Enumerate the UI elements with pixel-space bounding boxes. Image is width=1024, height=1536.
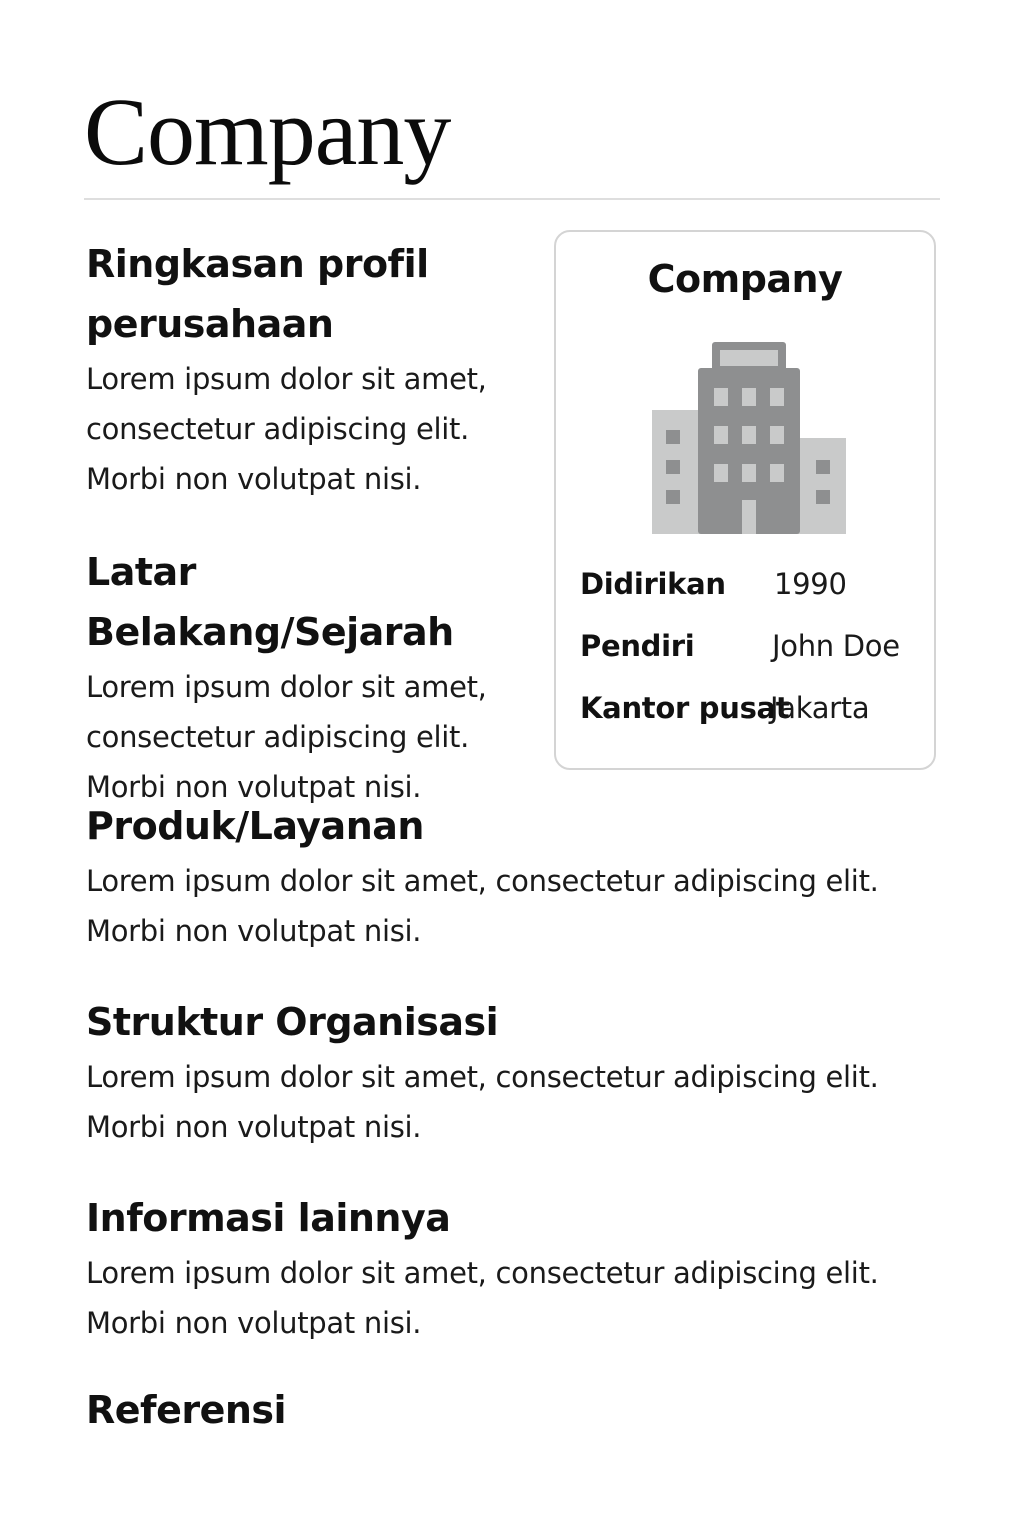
building-icon	[650, 340, 848, 534]
section-body	[86, 1248, 946, 1348]
section-body	[86, 1052, 946, 1152]
section-body-line: consectetur adipiscing elit.	[86, 720, 470, 754]
section-heading: Produk/Layanan	[86, 804, 424, 848]
infobox-value: John Doe	[772, 629, 900, 663]
infobox-value: Jakarta	[770, 691, 870, 725]
section-body	[86, 662, 536, 812]
section-heading	[86, 234, 536, 354]
page-title: Company	[84, 78, 451, 185]
section-body-line: consectetur adipiscing elit.	[86, 412, 470, 446]
section-heading-line: Ringkasan profil	[86, 242, 429, 286]
section-body-line: Morbi non volutpat nisi.	[86, 462, 422, 496]
section-heading: Struktur Organisasi	[86, 1000, 499, 1044]
infobox-label: Kantor pusat	[580, 691, 790, 725]
infobox-row-founder	[580, 624, 920, 668]
section-body	[86, 354, 536, 504]
section-history	[86, 542, 536, 812]
infobox-value: 1990	[774, 567, 847, 601]
infobox-row-headquarters	[580, 686, 920, 730]
infobox-title: Company	[647, 257, 843, 301]
section-company-summary	[86, 234, 536, 504]
company-infobox	[554, 230, 936, 770]
section-body-line: Lorem ipsum dolor sit amet,	[86, 670, 487, 704]
section-body	[86, 856, 946, 956]
infobox-label: Didirikan	[580, 567, 726, 601]
section-body-line: Lorem ipsum dolor sit amet, consectetur adipiscing elit.	[86, 864, 879, 898]
section-heading: Informasi lainnya	[86, 1196, 451, 1240]
section-organization	[86, 992, 946, 1152]
section-body-line: Morbi non volutpat nisi.	[86, 1110, 422, 1144]
section-body-line: Lorem ipsum dolor sit amet, consectetur adipiscing elit.	[86, 1256, 879, 1290]
title-divider	[84, 198, 940, 200]
section-products	[86, 796, 946, 956]
section-body-line: Morbi non volutpat nisi.	[86, 770, 422, 804]
section-body-line: Lorem ipsum dolor sit amet,	[86, 362, 487, 396]
section-body-line: Morbi non volutpat nisi.	[86, 1306, 422, 1340]
section-heading-line: perusahaan	[86, 302, 334, 346]
infobox-label: Pendiri	[580, 629, 695, 663]
section-references	[86, 1380, 946, 1440]
infobox-row-founded	[580, 562, 920, 606]
section-heading: Latar Belakang/Sejarah	[86, 550, 454, 654]
section-heading: Referensi	[86, 1388, 287, 1432]
section-body-line: Morbi non volutpat nisi.	[86, 914, 422, 948]
section-body-line: Lorem ipsum dolor sit amet, consectetur adipiscing elit.	[86, 1060, 879, 1094]
section-other-info	[86, 1188, 946, 1348]
